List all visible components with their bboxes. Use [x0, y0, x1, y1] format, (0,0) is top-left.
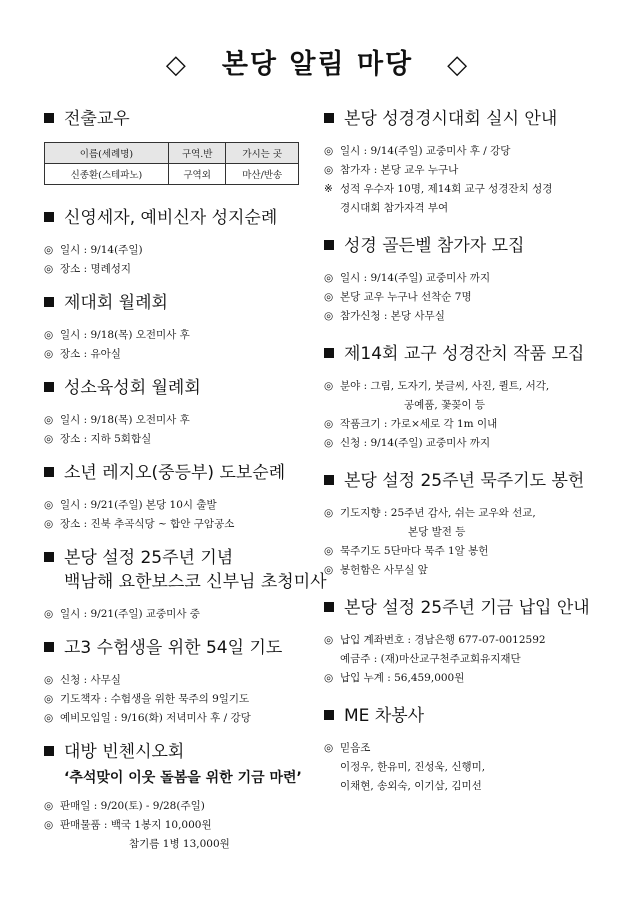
reference-mark-icon: ※: [324, 183, 333, 195]
section-title: 신영세자, 예비신자 성지순례: [64, 208, 278, 228]
section-title: 고3 수험생을 위한 54일 기도: [64, 638, 283, 658]
double-circle-icon: ◎: [44, 263, 54, 275]
list-item: [324, 415, 594, 434]
section-pilgrimage: [44, 207, 316, 229]
double-circle-icon: ◎: [44, 800, 54, 812]
list-item: [324, 142, 594, 161]
section-title: 대방 빈첸시오회: [64, 742, 185, 762]
item-text: 성적 우수자 10명, 제14회 교구 성경잔치 성경: [340, 183, 553, 195]
list-item: [324, 739, 594, 758]
section-title: 성소육성회 월례회: [64, 378, 201, 398]
double-circle-icon: ◎: [324, 291, 334, 303]
section-bible-festival: [324, 343, 594, 365]
list-item: [324, 269, 594, 288]
item-continuation: 경시대회 참가자격 부여: [340, 202, 449, 214]
list-item: [324, 288, 594, 307]
member-names: 이정우, 한유미, 진성욱, 신행미,: [340, 761, 486, 773]
double-circle-icon: ◎: [324, 272, 334, 284]
item-text: 작품크기 : 가로×세로 각 1m 이내: [340, 418, 498, 430]
double-circle-icon: ◎: [44, 433, 54, 445]
double-circle-icon: ◎: [324, 145, 334, 157]
item-text: 판매물품 : 백국 1봉지 10,000원: [60, 819, 212, 831]
item-text: 일시 : 9/21(주일) 교중미사 중: [60, 608, 200, 620]
section-youth-legio: [44, 462, 316, 484]
section-transfer: [44, 108, 316, 130]
item-text: 예비모임일 : 9/16(화) 저녁미사 후 / 강당: [60, 712, 251, 724]
title-text: 본당 알림 마당: [221, 49, 414, 80]
list-item: [44, 690, 316, 709]
item-text: 일시 : 9/14(주일): [60, 244, 143, 256]
double-circle-icon: ◎: [324, 310, 334, 322]
section-title: 제14회 교구 성경잔치 작품 모집: [344, 344, 585, 364]
double-circle-icon: ◎: [324, 507, 334, 519]
item-text: 신청 : 9/14(주일) 교중미사 까지: [340, 437, 491, 449]
double-circle-icon: ◎: [324, 564, 334, 576]
item-text: 장소 : 명례성지: [60, 263, 132, 275]
list-item: [324, 180, 594, 199]
section-title: 본당 설정 25주년 묵주기도 봉헌: [344, 471, 585, 491]
table-cell: 마산/반송: [226, 164, 299, 185]
list-item: [44, 260, 316, 279]
item-text: 판매일 : 9/20(토) - 9/28(주일): [60, 800, 205, 812]
item-text: 장소 : 진북 추곡식당 ~ 합안 구암공소: [60, 518, 235, 530]
double-circle-icon: ◎: [44, 712, 54, 724]
double-circle-icon: ◎: [324, 418, 334, 430]
double-circle-icon: ◎: [324, 545, 334, 557]
square-bullet-icon: [44, 467, 54, 477]
table-header: 가시는 곳: [226, 143, 299, 164]
list-item: [324, 561, 594, 580]
item-text: 납입 계좌번호 : 경남은행 677-07-0012592: [340, 634, 546, 646]
square-bullet-icon: [44, 746, 54, 756]
double-circle-icon: ◎: [44, 499, 54, 511]
double-circle-icon: ◎: [44, 348, 54, 360]
square-bullet-icon: [44, 297, 54, 307]
list-item: [324, 631, 594, 650]
list-item: [44, 345, 316, 364]
list-item: [324, 307, 594, 326]
list-item: [44, 515, 316, 534]
square-bullet-icon: [324, 113, 334, 123]
section-me-service: [324, 705, 594, 727]
item-text: 신청 : 사무실: [60, 674, 121, 686]
square-bullet-icon: [324, 602, 334, 612]
section-title: 소년 레지오(중등부) 도보순례: [64, 463, 286, 483]
item-text: 일시 : 9/18(목) 오전미사 후: [60, 329, 190, 341]
item-text: 일시 : 9/21(주일) 본당 10시 출발: [60, 499, 217, 511]
item-text: 일시 : 9/14(주일) 교중미사 후 / 강당: [340, 145, 511, 157]
section-vocation-meeting: [44, 377, 316, 399]
list-item: [324, 504, 594, 523]
item-text: 기도지향 : 25주년 감사, 쉬는 교우와 선교,: [340, 507, 536, 519]
double-circle-icon: ◎: [324, 437, 334, 449]
table-cell: 신종환(스테파노): [45, 164, 169, 185]
list-item: [44, 496, 316, 515]
list-item: [44, 241, 316, 260]
left-column: [44, 108, 327, 854]
item-text: 믿음조: [340, 742, 371, 754]
diamond-left-icon: ◇: [165, 50, 188, 80]
list-item: [44, 797, 316, 816]
item-text: 기도책자 : 수험생을 위한 묵주의 9일기도: [60, 693, 250, 705]
list-item: [324, 434, 594, 453]
double-circle-icon: ◎: [44, 244, 54, 256]
square-bullet-icon: [324, 710, 334, 720]
double-circle-icon: ◎: [324, 164, 334, 176]
list-item: [44, 605, 316, 624]
section-title: 전출교우: [64, 109, 130, 129]
double-circle-icon: ◎: [44, 608, 54, 620]
square-bullet-icon: [44, 113, 54, 123]
square-bullet-icon: [44, 552, 54, 562]
double-circle-icon: ◎: [44, 674, 54, 686]
section-anniversary-mass: [44, 547, 316, 569]
transfer-table: [44, 142, 299, 185]
item-text: 참가신청 : 본당 사무실: [340, 310, 445, 322]
section-exam-prayer: [44, 637, 316, 659]
section-vincent-society: [44, 741, 316, 763]
table-cell: 구역외: [168, 164, 225, 185]
square-bullet-icon: [44, 642, 54, 652]
item-text: 분야 : 그림, 도자기, 붓글씨, 사진, 퀼트, 서각,: [340, 380, 550, 392]
square-bullet-icon: [324, 475, 334, 485]
double-circle-icon: ◎: [324, 672, 334, 684]
item-continuation: 예금주 : (재)마산교구천주교회유지재단: [340, 653, 521, 665]
item-continuation: 본당 발전 등: [408, 526, 466, 538]
double-circle-icon: ◎: [324, 742, 334, 754]
double-circle-icon: ◎: [44, 518, 54, 530]
square-bullet-icon: [44, 382, 54, 392]
section-title: 본당 설정 25주년 기념: [64, 548, 234, 568]
section-bible-quiz: [324, 108, 594, 130]
section-title: 제대회 월례회: [64, 293, 168, 313]
list-item: [44, 816, 316, 835]
section-subtitle: ‘추석맞이 이웃 돌봄을 위한 기금 마련’: [64, 770, 302, 786]
square-bullet-icon: [324, 348, 334, 358]
double-circle-icon: ◎: [44, 414, 54, 426]
list-item: [324, 377, 594, 396]
diamond-right-icon: ◇: [447, 50, 470, 80]
section-altar-meeting: [44, 292, 316, 314]
double-circle-icon: ◎: [44, 329, 54, 341]
item-text: 장소 : 유아실: [60, 348, 121, 360]
table-header: 이름(세례명): [45, 143, 169, 164]
double-circle-icon: ◎: [44, 819, 54, 831]
square-bullet-icon: [44, 212, 54, 222]
section-golden-bell: [324, 235, 594, 257]
section-title: 본당 설정 25주년 기금 납입 안내: [344, 598, 590, 618]
item-text: 참가자 : 본당 교우 누구나: [340, 164, 459, 176]
square-bullet-icon: [324, 240, 334, 250]
list-item: [44, 671, 316, 690]
item-text: 장소 : 지하 5회합실: [60, 433, 152, 445]
double-circle-icon: ◎: [324, 380, 334, 392]
list-item: [324, 669, 594, 688]
item-text: 일시 : 9/14(주일) 교중미사 까지: [340, 272, 491, 284]
item-text: 묵주기도 5단마다 묵주 1알 봉헌: [340, 545, 489, 557]
item-text: 납입 누계 : 56,459,000원: [340, 672, 465, 684]
member-names: 이채현, 송외숙, 이기삼, 김미선: [340, 780, 482, 792]
list-item: [44, 326, 316, 345]
item-text: 봉헌함은 사무실 앞: [340, 564, 428, 576]
right-column: [324, 108, 594, 796]
item-text: 일시 : 9/18(목) 오전미사 후: [60, 414, 190, 426]
list-item: [324, 542, 594, 561]
double-circle-icon: ◎: [324, 634, 334, 646]
double-circle-icon: ◎: [44, 693, 54, 705]
list-item: [44, 411, 316, 430]
list-item: [324, 161, 594, 180]
list-item: [44, 709, 316, 728]
table-header: 구역.반: [168, 143, 225, 164]
section-title: 본당 성경경시대회 실시 안내: [344, 109, 558, 129]
page-title: [0, 42, 635, 81]
list-item: [44, 430, 316, 449]
section-title: 성경 골든벨 참가자 모집: [344, 236, 525, 256]
section-title-line2: 백남해 요한보스코 신부님 초청미사: [64, 572, 327, 592]
section-fund: [324, 597, 594, 619]
section-rosary: [324, 470, 594, 492]
section-title: ME 차봉사: [344, 706, 425, 726]
item-continuation: 참기름 1병 13,000원: [129, 838, 230, 850]
item-continuation: 공예품, 꽃꽂이 등: [404, 399, 486, 411]
item-text: 본당 교우 누구나 선착순 7명: [340, 291, 472, 303]
